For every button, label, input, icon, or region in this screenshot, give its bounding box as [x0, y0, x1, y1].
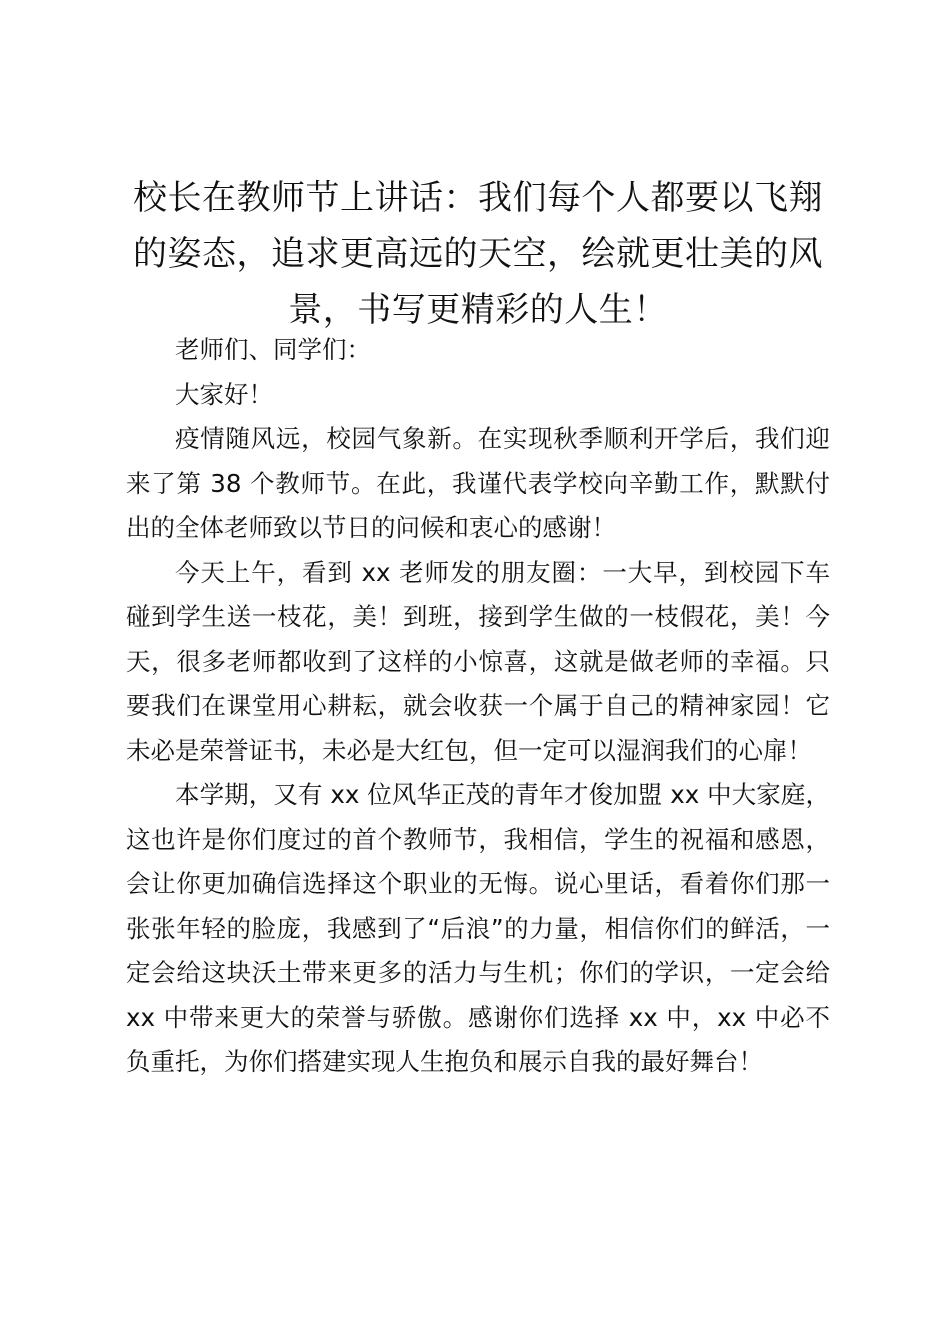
document-body: [126, 328, 830, 1085]
salutation-paragraph: 大家好！: [175, 379, 273, 409]
body-paragraph: 疫情随风远，校园气象新。在实现秋季顺利开学后，我们迎来了第 38 个教师节。在此，我谨代表学校向辛勤工作，默默付出的全体老师致以节日的问候和衷心的感谢！: [126, 424, 830, 542]
body-paragraph: 本学期，又有 xx 位风华正茂的青年才俊加盟 xx 中大家庭，这也许是你们度过的首个教师节，我相信，学生的祝福和感恩，会让你更加确信选择这个职业的无悔。说心里话，看着你们那一张张年轻的脸庞，我感到了“后浪”的力量，相信你们的鲜活，一定会给这块沃土带来更多的活力与生机；你们的学识，一定会给 xx 中带来更大的荣誉与骄傲。感谢你们选择 xx 中，xx 中必不负重托，为你们搭建实现人生抱负和展示自我的最好舞台！: [126, 780, 830, 1076]
body-paragraph: 今天上午，看到 xx 老师发的朋友圈：一大早，到校园下车碰到学生送一枝花，美！到班，接到学生做的一枝假花，美！今天，很多老师都收到了这样的小惊喜，这就是做老师的幸福。只要我们在课堂用心耕耘，就会收获一个属于自己的精神家园！它未必是荣誉证书，未必是大红包，但一定可以湿润我们的心扉！: [126, 557, 830, 765]
document-title: 校长在教师节上讲话：我们每个人都要以飞翔的姿态，追求更高远的天空，绘就更壮美的风景，书写更精彩的人生！: [133, 178, 823, 330]
greeting-paragraph: 老师们、同学们：: [175, 335, 371, 364]
